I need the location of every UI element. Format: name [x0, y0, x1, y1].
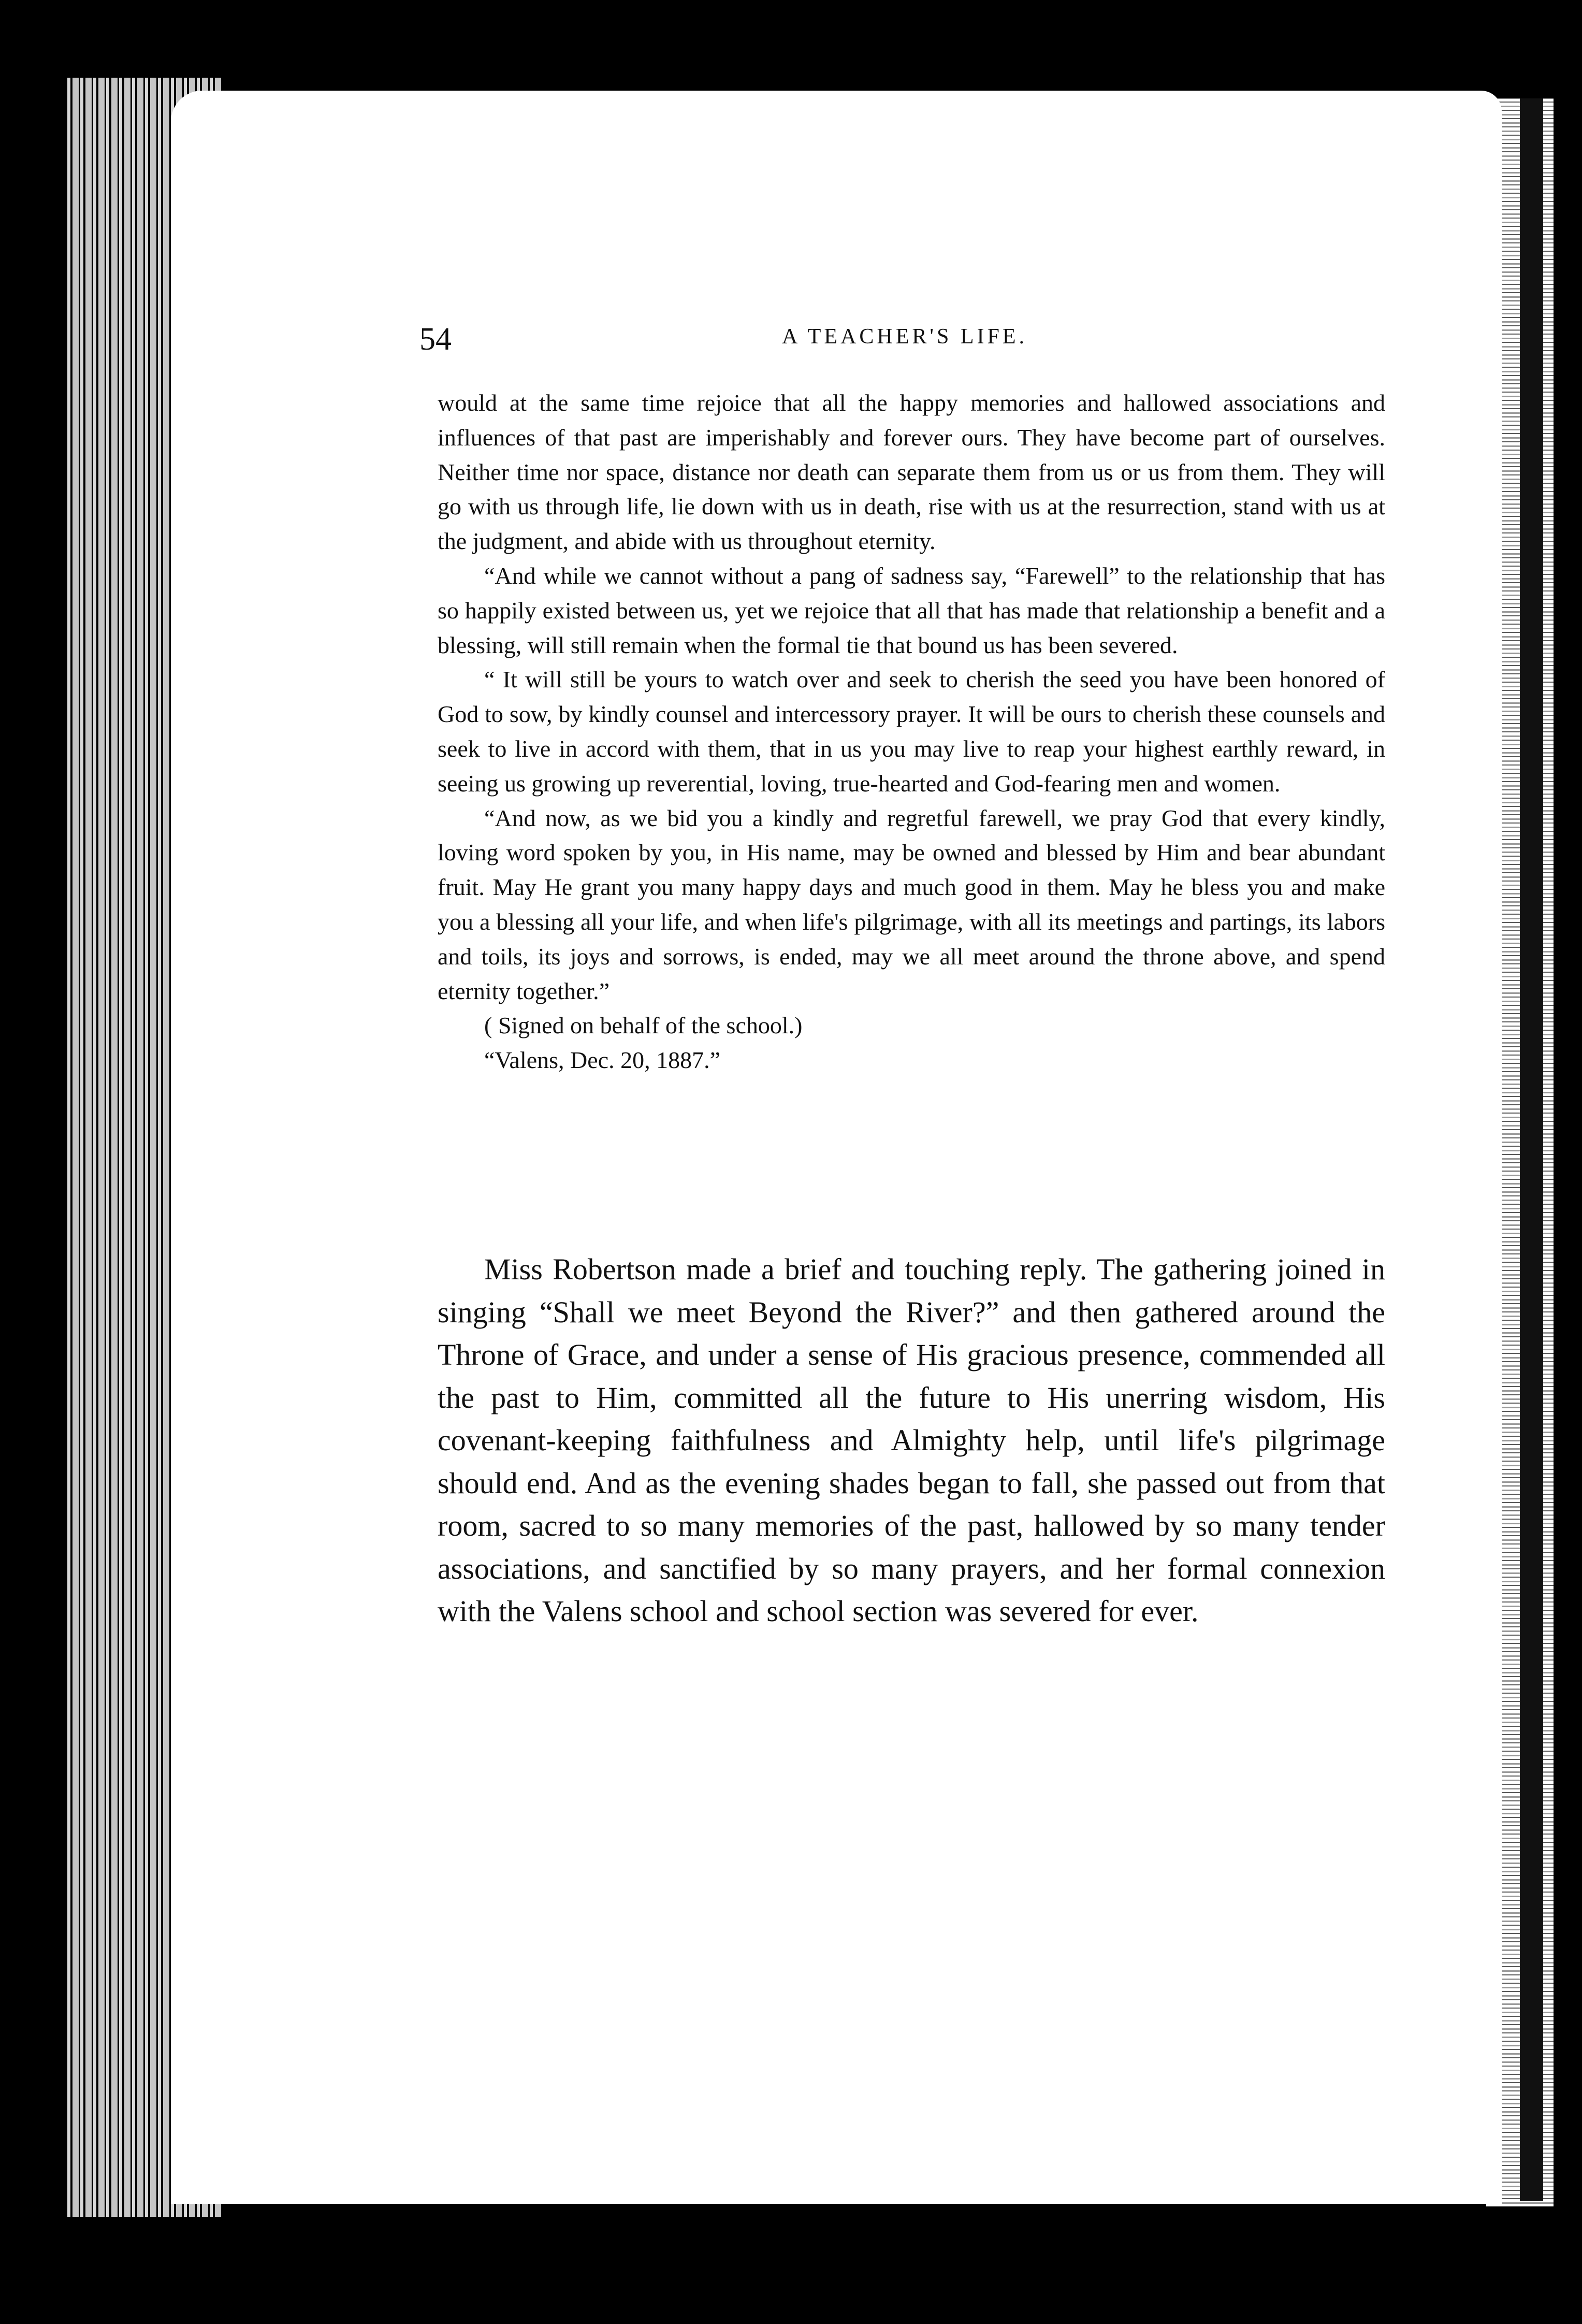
letter-text [438, 386, 1385, 1078]
letter-paragraph-4: “And now, as we bid you a kindly and regretful farewell, we pray God that every kindly, loving word spoken by you, in His name, may be owned and blessed by Him and bear abundant fruit. May He grant you many happy days and much good in them. May he bless you and make you a blessing all your life, and when life's pilgrimage, with all its meetings and partings, its labors and toils, its joys and sorrows, is ended, may we all meet around the throne above, and spend eternity together.” [438, 804, 1385, 1004]
page-header [419, 321, 1419, 363]
page-stack-shadow [1520, 98, 1543, 2201]
narrative-text [438, 1248, 1385, 1633]
letter-paragraph-1: would at the same time rejoice that all the happy memories and hallowed associations and influences of that past are imperishably and forever ours. They have become part of ourselves. Neither time nor space, distance nor death can separate them from us or us from them. They will go with us through life, lie down with us in death, rise with us at the resurrection, stand with us at the judgment, and abide with us throughout eternity. [438, 389, 1385, 555]
letter-paragraph-2: “And while we cannot without a pang of sadness say, “Farewell” to the relationship that has so happily existed between us, yet we rejoice that all that has made that relationship a benefit and a blessing, will still remain when the formal tie that bound us has been severed. [438, 562, 1385, 658]
narrative-paragraph: Miss Robertson made a brief and touching reply. The gathering joined in singing “Shall we meet Beyond the River?” and then gathered around the Throne of Grace, and under a sense of His gracious presence, commended all the past to Him, committed all the future to His unerring wisdom, His covenant-keeping faithfulness and Almighty help, until life's pilgrimage should end. And as the evening shades began to fall, she passed out from that room, sacred to so many memories of the past, hallowed by so many tender associations, and sanctified by so many prayers, and her formal connexion with the Valens school and school section was severed for ever. [438, 1252, 1385, 1628]
letter-signature: ( Signed on behalf of the school.) [484, 1012, 803, 1039]
letter-place-date: “Valens, Dec. 20, 1887.” [484, 1047, 721, 1074]
page-number: 54 [419, 322, 452, 357]
running-head: A TEACHER'S LIFE. [782, 325, 1027, 349]
letter-paragraph-3: “ It will still be yours to watch over and seek to cherish the seed you have been honored of God to sow, by kindly counsel and intercessory prayer. It will be ours to cherish these counsels and seek to live in accord with them, that in us you may live to reap your highest earthly reward, in seeing us growing up reverential, loving, true-hearted and God-fearing men and women. [438, 666, 1385, 797]
